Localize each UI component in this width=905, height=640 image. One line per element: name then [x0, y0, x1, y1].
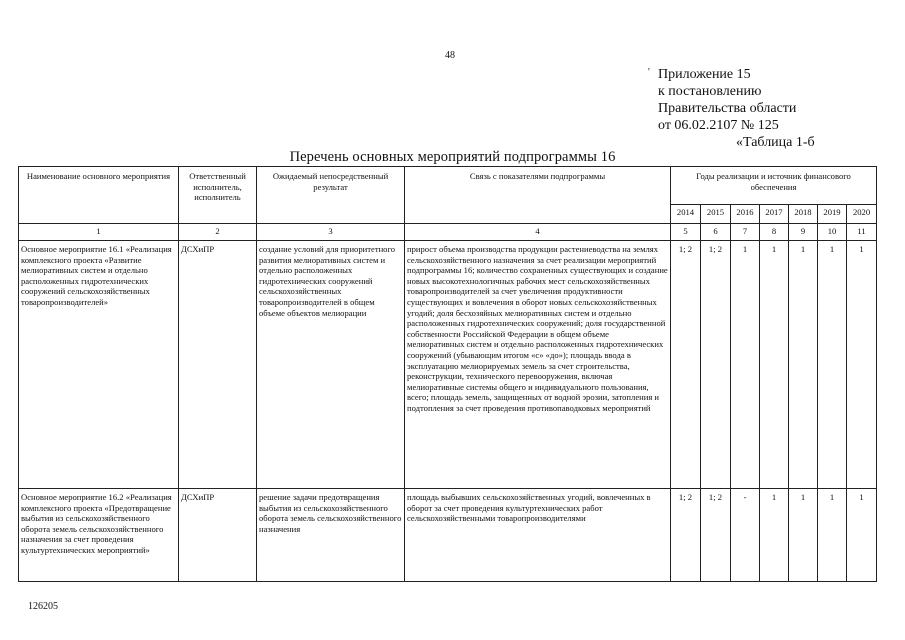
measures-table	[18, 166, 877, 582]
col-number-9: 9	[789, 224, 818, 241]
annex-tick: '	[648, 67, 650, 78]
table-row	[19, 489, 877, 582]
page-number: 48	[445, 50, 455, 61]
col-number-3: 3	[257, 224, 405, 241]
annex-line-1: Приложение 15	[658, 67, 751, 82]
year-2017: 2017	[760, 205, 789, 224]
header-result: Ожидаемый непосредственный результат	[257, 167, 405, 224]
measure-responsible: ДСХиПР	[179, 241, 257, 489]
document-title: Перечень основных мероприятий подпрограммы 16	[289, 149, 616, 165]
footer-code: 126205	[28, 601, 58, 612]
col-number-4: 4	[405, 224, 671, 241]
header-link: Связь с показателями подпрограммы	[405, 167, 671, 224]
measure-year-2016: -	[731, 489, 760, 582]
measure-year-2016: 1	[731, 241, 760, 489]
table-header-row	[19, 167, 877, 205]
header-years: Годы реализации и источник финансового обеспечения	[671, 167, 877, 205]
measure-year-2020: 1	[847, 241, 877, 489]
header-responsible: Ответственный исполнитель, исполнитель	[179, 167, 257, 224]
measure-year-2015: 1; 2	[701, 241, 731, 489]
measure-year-2019: 1	[818, 489, 847, 582]
year-2015: 2015	[701, 205, 731, 224]
table-row	[19, 241, 877, 489]
year-2016: 2016	[731, 205, 760, 224]
measure-result: решение задачи предотвращения выбытия из сельскохозяйственного оборота земель сельскохозяйственного назначения	[257, 489, 405, 582]
year-2018: 2018	[789, 205, 818, 224]
col-number-2: 2	[179, 224, 257, 241]
annex-line-4: от 06.02.2107 № 125	[658, 118, 779, 133]
col-number-11: 11	[847, 224, 877, 241]
column-number-row	[19, 224, 877, 241]
measure-year-2014: 1; 2	[671, 489, 701, 582]
measure-year-2018: 1	[789, 241, 818, 489]
annex-block	[648, 66, 815, 151]
measure-year-2019: 1	[818, 241, 847, 489]
measure-year-2017: 1	[760, 489, 789, 582]
col-number-5: 5	[671, 224, 701, 241]
table-reference: «Таблица 1-б	[736, 135, 815, 150]
year-2019: 2019	[818, 205, 847, 224]
measure-year-2018: 1	[789, 489, 818, 582]
measure-result: создание условий для приоритетного развития мелиоративных систем и отдельно расположенных гидротехнических сооружений сельскохозяйственных товаропроизводителей в общем объеме объектов мелиорации	[257, 241, 405, 489]
measure-year-2015: 1; 2	[701, 489, 731, 582]
annex-line-3: Правительства области	[658, 101, 797, 116]
col-number-6: 6	[701, 224, 731, 241]
col-number-7: 7	[731, 224, 760, 241]
col-number-10: 10	[818, 224, 847, 241]
col-number-8: 8	[760, 224, 789, 241]
measure-year-2020: 1	[847, 489, 877, 582]
measure-responsible: ДСХиПР	[179, 489, 257, 582]
measure-year-2017: 1	[760, 241, 789, 489]
measure-name: Основное мероприятие 16.1 «Реализация комплексного проекта «Развитие мелиоративных систем и отдельно расположенных гидротехнических сооружений сельскохозяйственных товаропроизводителей»	[19, 241, 179, 489]
measure-name: Основное мероприятие 16.2 «Реализация комплексного проекта «Предотвращение выбытия из сельскохозяйственного оборота земель сельскохозяйственного назначения за счет проведения культуртехнических мероприятий»	[19, 489, 179, 582]
measure-indicators: прирост объема производства продукции растениеводства на землях сельскохозяйственного назначения за счет реализации мероприятий подпрограммы 16; количество сохраненных существующих и создание новых высокотехнологичных рабочих мест сельскохозяйственных товаропроизводителей за счет увеличения продуктивности существующих и вовлечения в оборот новых сельскохозяйственных угодий; доля бесхозяйных мелиоративных систем и отдельно расположенных гидротехнических сооружений; доля государственной собственности Российской Федерации в общем объеме мелиоративных систем и отдельно расположенных гидротехнических сооружений (убывающим итогом «с» «до»); площадь ввода в эксплуатацию мелиорируемых земель за счет строительства, реконструкции, технического перевооружения, включая мелиоративные системы общего и индивидуального пользования, всего; площадь земель, защищенных от водной эрозии, затопления и подтопления за счет проведения противопаводковых мероприятий	[405, 241, 671, 489]
measure-indicators: площадь выбывших сельскохозяйственных угодий, вовлеченных в оборот за счет проведения культуртехнических работ сельскохозяйственными товаропроизводителями	[405, 489, 671, 582]
col-number-1: 1	[19, 224, 179, 241]
measure-year-2014: 1; 2	[671, 241, 701, 489]
annex-line-2: к постановлению	[658, 84, 762, 99]
header-name: Наименование основного мероприятия	[19, 167, 179, 224]
year-2014: 2014	[671, 205, 701, 224]
year-2020: 2020	[847, 205, 877, 224]
